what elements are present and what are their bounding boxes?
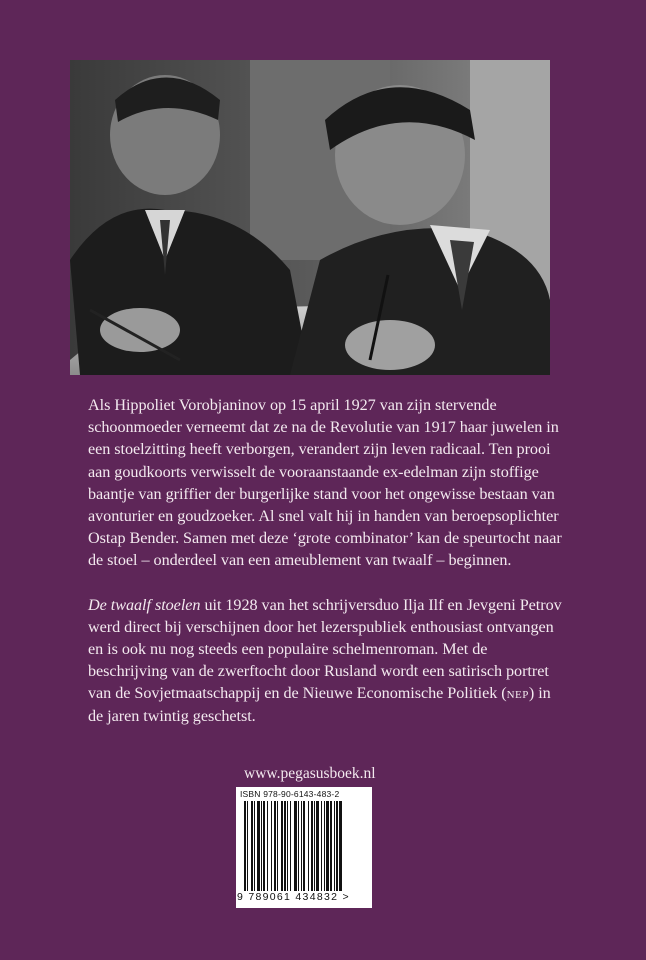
author-photo [70,60,550,375]
book-title: De twaalf stoelen [88,595,201,614]
two-writers-photo-icon [70,60,550,375]
blurb [88,394,568,749]
blurb-paragraph-1: Als Hippoliet Vorobjaninov op 15 april 1927 van zijn stervende schoonmoeder verneemt dat ze na de Revolutie van 1917 haar juwelen in een stoelzitting heeft verborgen, verandert zijn leven radicaal. Ten prooi aan goudkoorts verwisselt de vooraanstaande ex-edelman zijn stoffige baantje van griffier der burgerlijke stand voor het ongewisse bestaan van avonturier en goudzoeker. Al snel valt hij in handen van beroepsoplichter Ostap Bender. Samen met deze ‘grote combinator’ kan de speurtocht naar de stoel – onderdeel van een ameublement van twaalf – beginnen. [88,396,562,570]
ean-digits: 9 789061 434832 > [237,891,350,903]
blurb-paragraph-2-part-a: uit 1928 van het schrijversduo Ilja Ilf en Jevgeni Petrov werd direct bij verschijnen door het lezerspubliek enthousiast ontvangen en is ook nu nog steeds een populaire schelmenroman. Met de beschrijving van de zwerftocht door Rusland wordt een satirisch portret van de Sovjetmaatschappij en de Nieuwe Economische Politiek ( [88,595,562,703]
nep-abbreviation: nep [506,684,529,703]
publisher-url: www.pegasusboek.nl [244,765,376,782]
blurb-paragraph-2 [88,594,568,727]
barcode-box [236,787,372,908]
blurb-paragraph-2-part-b: ) in de jaren twintig geschetst. [88,684,551,725]
barcode-icon [240,801,368,891]
isbn-label: ISBN 978-90-6143-483-2 [240,789,340,799]
